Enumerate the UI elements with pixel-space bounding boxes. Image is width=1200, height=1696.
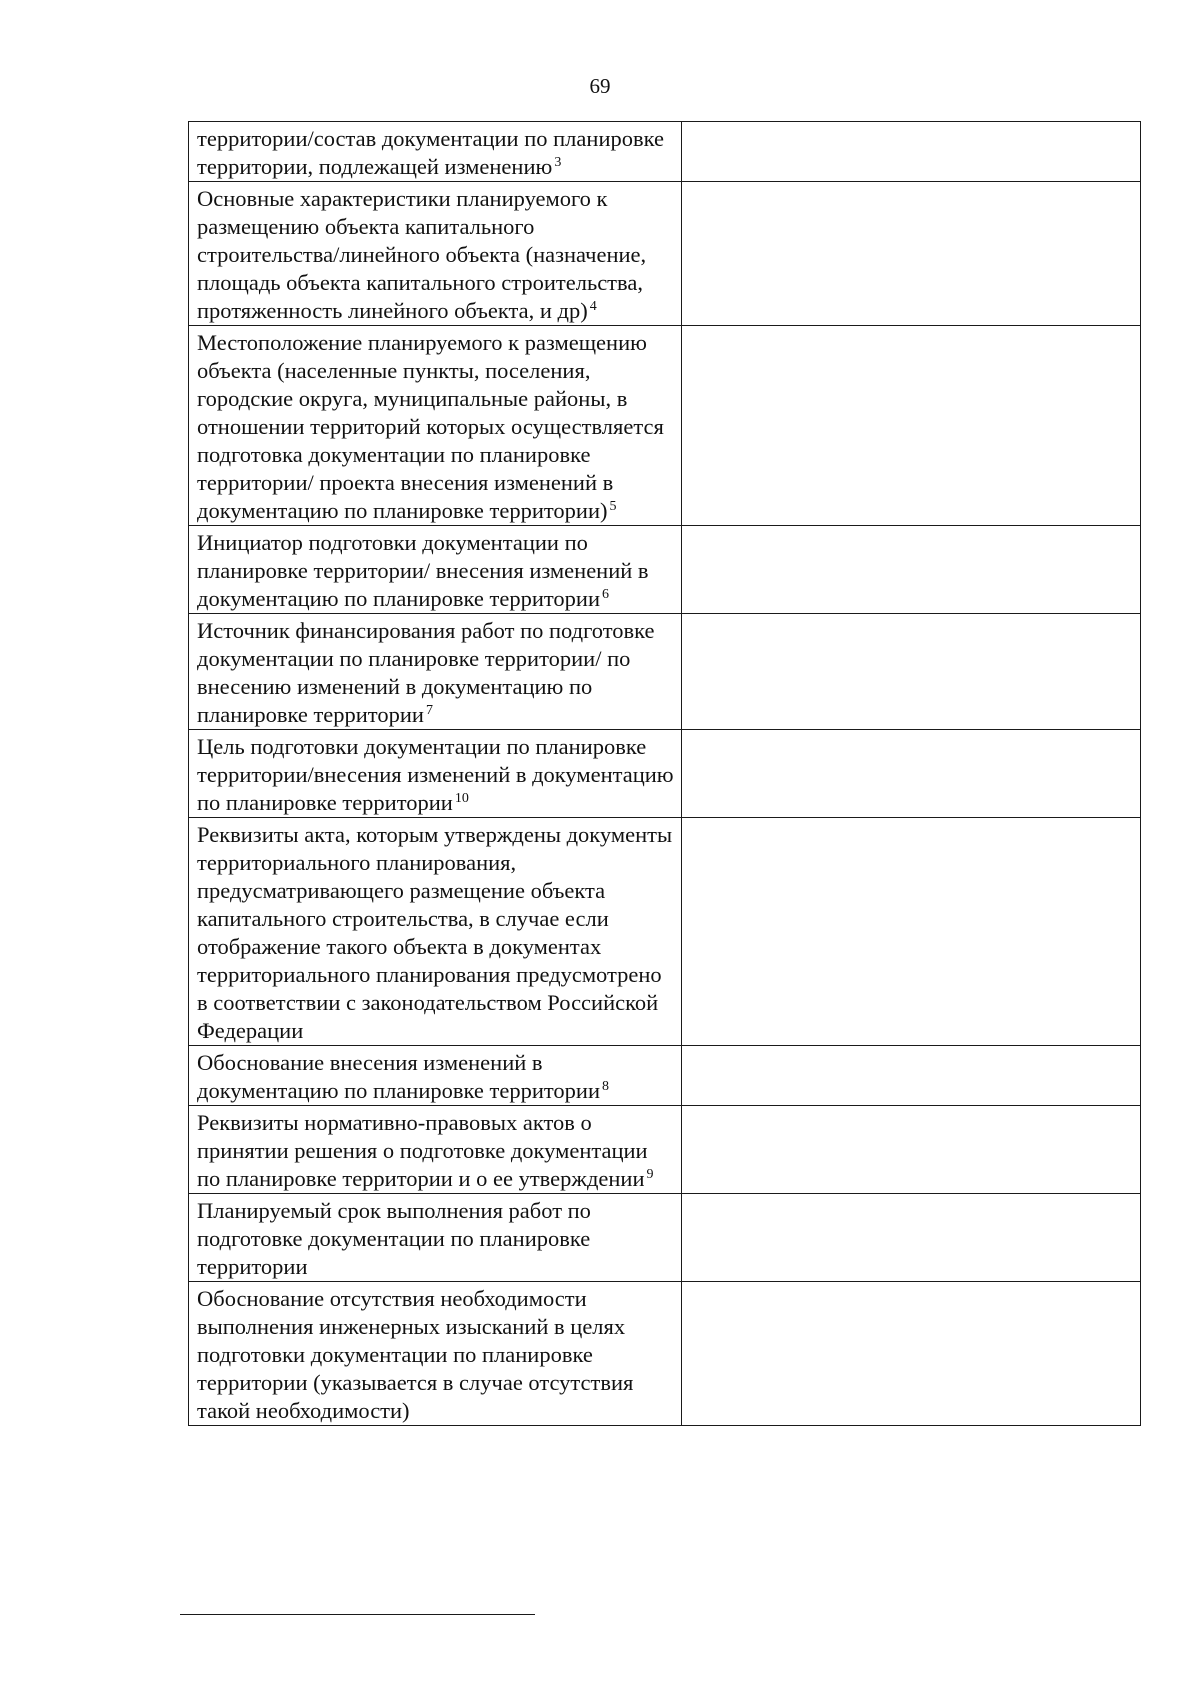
table-row — [189, 614, 1141, 730]
row-label-text: Инициатор подготовки документации по планировке территории/ внесения изменений в документацию по планировке территории — [197, 530, 649, 611]
row-label — [189, 1046, 682, 1106]
table-row — [189, 1194, 1141, 1282]
row-value[interactable] — [682, 326, 1141, 526]
row-value[interactable] — [682, 1106, 1141, 1194]
row-label-text: Основные характеристики планируемого к размещению объекта капитального строительства/линейного объекта (назначение, площадь объекта капитального строительства, протяженность линейного объекта, и др) — [197, 186, 647, 323]
row-label — [189, 526, 682, 614]
row-value[interactable] — [682, 526, 1141, 614]
footnote-separator — [180, 1614, 535, 1615]
row-value[interactable] — [682, 122, 1141, 182]
row-value[interactable] — [682, 1046, 1141, 1106]
row-label — [189, 182, 682, 326]
table-row — [189, 1282, 1141, 1426]
table-row — [189, 1106, 1141, 1194]
row-label-text: Реквизиты акта, которым утверждены документы территориального планирования, предусматривающего размещение объекта капитального строительства, в случае если отображение такого объекта в документах территориального планирования предусмотрено в соответствии с законодательством Российской Федерации — [197, 822, 673, 1043]
row-label-text: Местоположение планируемого к размещению объекта (населенные пункты, поселения, городские округа, муниципальные районы, в отношении территорий которых осуществляется подготовка документации по планировке территории/ проекта внесения изменений в документацию по планировке территории) — [197, 330, 664, 523]
row-label — [189, 1282, 682, 1426]
page-number: 69 — [589, 74, 611, 98]
table-row — [189, 122, 1141, 182]
table-row — [189, 730, 1141, 818]
row-label — [189, 1106, 682, 1194]
row-label — [189, 326, 682, 526]
row-label-text: территории/состав документации по планировке территории, подлежащей изменению — [197, 126, 664, 179]
row-value[interactable] — [682, 730, 1141, 818]
row-label — [189, 818, 682, 1046]
footnote-ref: 9 — [646, 1167, 654, 1182]
table-row — [189, 1046, 1141, 1106]
footnote-ref: 6 — [601, 587, 609, 602]
row-label-text: Реквизиты нормативно-правовых актов о принятии решения о подготовке документации по планировке территории и о ее утверждении — [197, 1110, 648, 1191]
footnote-ref: 7 — [425, 703, 433, 718]
footnote-ref: 3 — [554, 155, 562, 170]
table-row — [189, 526, 1141, 614]
row-label — [189, 614, 682, 730]
footnote-ref: 4 — [589, 299, 597, 314]
footnote-ref: 5 — [609, 499, 617, 514]
table-row — [189, 818, 1141, 1046]
row-value[interactable] — [682, 614, 1141, 730]
row-value[interactable] — [682, 818, 1141, 1046]
row-label-text: Обоснование отсутствия необходимости выполнения инженерных изысканий в целях подготовки документации по планировке территории (указывается в случае отсутствия такой необходимости) — [197, 1286, 634, 1423]
footnote-ref: 8 — [601, 1079, 609, 1094]
footnote-ref: 10 — [454, 791, 469, 806]
table-row — [189, 326, 1141, 526]
row-value[interactable] — [682, 1194, 1141, 1282]
row-label-text: Источник финансирования работ по подготовке документации по планировке территории/ по внесению изменений в документацию по планировке территории — [197, 618, 655, 727]
table-row — [189, 182, 1141, 326]
row-label-text: Планируемый срок выполнения работ по подготовке документации по планировке территории — [197, 1198, 591, 1279]
row-label-text: Обоснование внесения изменений в документацию по планировке территории — [197, 1050, 600, 1103]
row-label-text: Цель подготовки документации по планировке территории/внесения изменений в документацию по планировке территории — [197, 734, 674, 815]
row-value[interactable] — [682, 182, 1141, 326]
form-table — [188, 121, 1141, 1426]
row-label — [189, 1194, 682, 1282]
row-label — [189, 730, 682, 818]
row-label — [189, 122, 682, 182]
row-value[interactable] — [682, 1282, 1141, 1426]
